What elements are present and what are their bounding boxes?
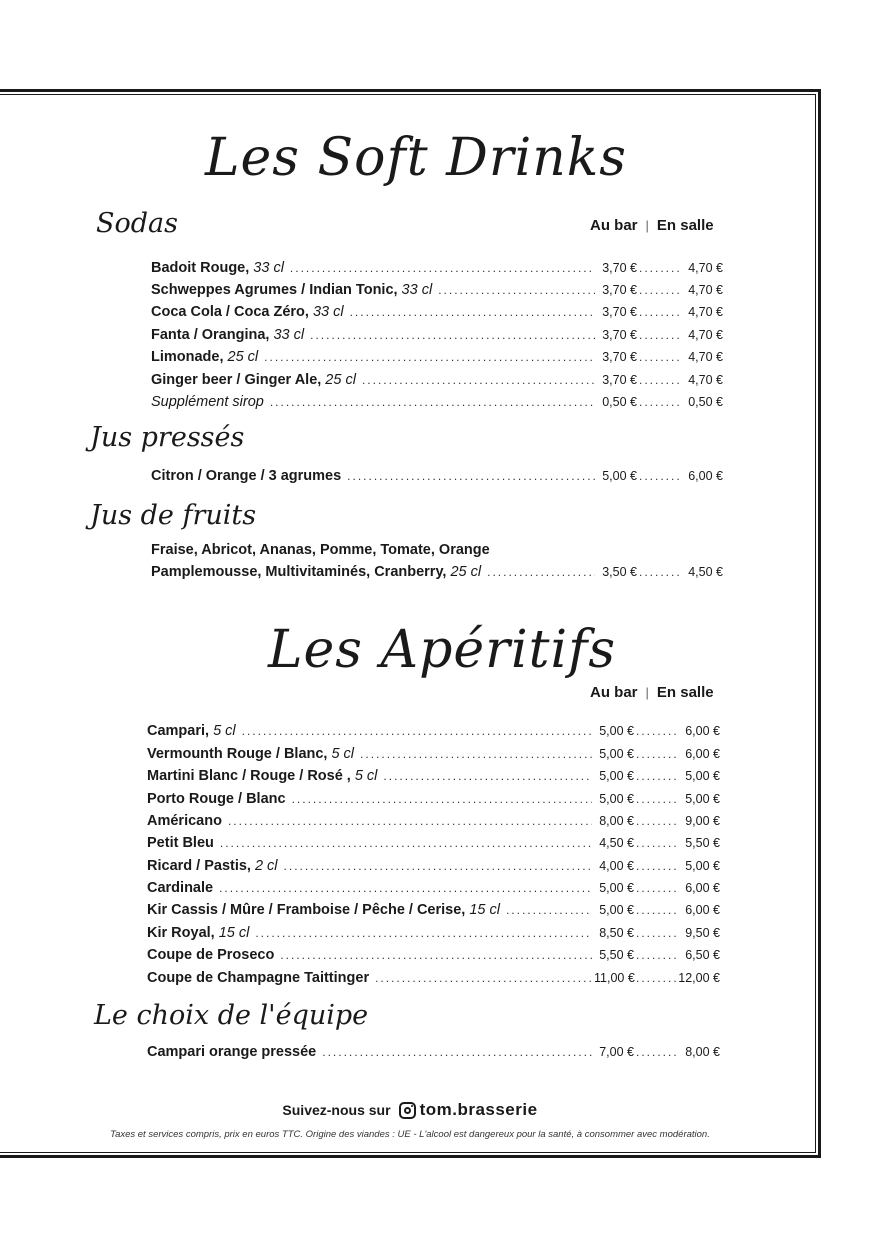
leader-dots <box>639 469 681 483</box>
price-bar: 7,00 € <box>599 1045 634 1059</box>
leader-dots <box>639 261 681 275</box>
col-separator: | <box>645 218 649 233</box>
menu-item <box>147 768 720 788</box>
col-separator: | <box>645 685 649 700</box>
price-bar: 5,00 € <box>599 724 634 738</box>
menu-item <box>147 746 720 766</box>
leader-dots <box>506 903 592 917</box>
item-name: Ricard / Pastis, <box>147 858 251 874</box>
price-salle: 0,50 € <box>688 395 723 409</box>
leader-dots <box>362 373 595 387</box>
menu-item <box>147 925 720 945</box>
leader-dots <box>310 328 595 342</box>
leader-dots <box>487 565 595 579</box>
price-bar: 11,00 € <box>594 971 635 985</box>
price-bar: 5,50 € <box>599 948 634 962</box>
leader-dots <box>636 859 678 873</box>
price-salle: 5,00 € <box>685 769 720 783</box>
item-size: 33 cl <box>253 260 284 276</box>
leader-dots <box>242 724 592 738</box>
item-size: 5 cl <box>213 723 236 739</box>
col-salle-label: En salle <box>656 217 714 234</box>
menu-item <box>151 372 723 392</box>
price-salle: 6,00 € <box>685 903 720 917</box>
item-name: Cardinale <box>147 880 214 896</box>
item-name: Martini Blanc / Rouge / Rosé , <box>147 768 351 784</box>
menu-item <box>151 468 723 488</box>
legal-footer: Taxes et services compris, prix en euros TTC. Origine des viandes : UE - L'alcool est dangereux pour la santé, à consommer avec modération. <box>110 1129 710 1140</box>
menu-item <box>147 970 720 990</box>
item-size: 15 cl <box>218 925 250 941</box>
price-bar: 3,70 € <box>602 373 637 387</box>
leader-dots <box>375 971 592 985</box>
price-salle: 6,00 € <box>685 747 720 761</box>
price-bar: 3,50 € <box>602 565 637 579</box>
leader-dots <box>636 948 678 962</box>
item-name: Américano <box>147 813 222 829</box>
leader-dots <box>438 283 595 297</box>
price-salle: 4,70 € <box>688 328 723 342</box>
menu-item <box>151 394 723 414</box>
item-size: 5 cl <box>354 768 378 784</box>
item-size: 33 cl <box>312 304 344 320</box>
item-name: Petit Bleu <box>147 835 214 851</box>
leader-dots <box>219 881 592 895</box>
leader-dots <box>322 1045 592 1059</box>
leader-dots <box>636 792 678 806</box>
price-salle: 6,00 € <box>688 469 723 483</box>
price-bar: 5,00 € <box>599 792 634 806</box>
price-salle: 9,50 € <box>685 926 720 940</box>
leader-dots <box>220 836 592 850</box>
price-bar: 5,00 € <box>602 469 637 483</box>
price-bar: 4,00 € <box>599 859 634 873</box>
item-name: Coca Cola / Coca Zéro, <box>151 304 309 320</box>
choix-equipe-title: Le choix de l'équipe <box>94 1000 369 1031</box>
menu-item <box>147 791 720 811</box>
price-salle: 6,50 € <box>685 948 720 962</box>
leader-dots <box>639 305 681 319</box>
instagram-icon[interactable] <box>399 1102 416 1119</box>
menu-item <box>151 260 723 280</box>
menu-item <box>147 1044 720 1064</box>
price-bar: 5,00 € <box>599 903 634 917</box>
price-bar: 8,00 € <box>599 814 634 828</box>
leader-dots <box>264 350 595 364</box>
price-bar: 3,70 € <box>602 350 637 364</box>
item-name: Porto Rouge / Blanc <box>147 791 286 807</box>
item-name: Campari, <box>147 723 210 739</box>
item-size: 25 cl <box>450 564 482 580</box>
instagram-handle[interactable]: tom.brasserie <box>419 1100 538 1119</box>
leader-dots <box>636 836 678 850</box>
item-size: 2 cl <box>254 858 278 874</box>
leader-dots <box>280 948 592 962</box>
price-bar: 3,70 € <box>602 261 637 275</box>
leader-dots <box>639 350 681 364</box>
soft-drinks-title: Les Soft Drinks <box>205 128 627 188</box>
price-bar: 3,70 € <box>602 328 637 342</box>
menu-item <box>151 327 723 347</box>
menu-item <box>151 564 723 584</box>
price-salle: 5,00 € <box>685 859 720 873</box>
item-size: 15 cl <box>469 902 500 918</box>
leader-dots <box>636 971 678 985</box>
follow-label: Suivez-nous sur <box>282 1102 391 1118</box>
col-salle-label: En salle <box>656 684 714 701</box>
leader-dots <box>228 814 592 828</box>
leader-dots <box>639 328 681 342</box>
price-salle: 5,50 € <box>685 836 720 850</box>
item-name: Citron / Orange / 3 agrumes <box>151 468 342 484</box>
item-name: Schweppes Agrumes / Indian Tonic, <box>151 282 398 298</box>
price-salle: 4,70 € <box>688 283 723 297</box>
leader-dots <box>636 724 678 738</box>
leader-dots <box>639 373 681 387</box>
item-name: Vermounth Rouge / Blanc, <box>147 746 328 762</box>
menu-item <box>147 947 720 967</box>
price-bar: 0,50 € <box>602 395 637 409</box>
leader-dots <box>383 769 592 783</box>
item-name: Limonade, <box>151 349 224 365</box>
jus-de-fruits-flavours: Fraise, Abricot, Ananas, Pomme, Tomate, Orange <box>151 542 490 558</box>
leader-dots <box>350 305 595 319</box>
leader-dots <box>284 859 592 873</box>
aperitifs-column-headers <box>590 684 714 701</box>
soft-drinks-column-headers <box>590 217 714 234</box>
price-bar: 5,00 € <box>599 747 634 761</box>
item-name: Coupe de Champagne Taittinger <box>147 970 370 986</box>
leader-dots <box>639 283 681 297</box>
jus-presses-title: Jus pressés <box>90 422 245 453</box>
menu-item <box>147 858 720 878</box>
price-bar: 8,50 € <box>599 926 634 940</box>
col-bar-label: Au bar <box>590 684 638 701</box>
menu-item <box>151 349 723 369</box>
price-salle: 9,00 € <box>685 814 720 828</box>
price-bar: 3,70 € <box>602 283 637 297</box>
leader-dots <box>360 747 592 761</box>
leader-dots <box>270 395 595 409</box>
price-salle: 12,00 € <box>678 971 720 985</box>
price-salle: 6,00 € <box>685 881 720 895</box>
item-size: 5 cl <box>331 746 355 762</box>
item-name: Kir Royal, <box>147 925 215 941</box>
price-bar: 5,00 € <box>599 769 634 783</box>
leader-dots <box>292 792 592 806</box>
leader-dots <box>255 926 592 940</box>
leader-dots <box>636 881 678 895</box>
item-name: Supplément sirop <box>151 394 264 410</box>
price-salle: 4,50 € <box>688 565 723 579</box>
price-salle: 4,70 € <box>688 261 723 275</box>
price-salle: 8,00 € <box>685 1045 720 1059</box>
item-size: 33 cl <box>273 327 305 343</box>
menu-item <box>147 835 720 855</box>
price-salle: 4,70 € <box>688 373 723 387</box>
price-bar: 4,50 € <box>599 836 634 850</box>
price-salle: 4,70 € <box>688 350 723 364</box>
leader-dots <box>290 261 595 275</box>
item-name: Ginger beer / Ginger Ale, <box>151 372 322 388</box>
price-salle: 4,70 € <box>688 305 723 319</box>
col-bar-label: Au bar <box>590 217 638 234</box>
leader-dots <box>636 814 678 828</box>
leader-dots <box>636 1045 678 1059</box>
item-name: Coupe de Proseco <box>147 947 275 963</box>
jus-de-fruits-title: Jus de fruits <box>90 500 257 531</box>
item-size: 25 cl <box>227 349 259 365</box>
price-salle: 5,00 € <box>685 792 720 806</box>
item-name: Pamplemousse, Multivitaminés, Cranberry, <box>151 564 447 580</box>
leader-dots <box>636 903 678 917</box>
leader-dots <box>636 747 678 761</box>
leader-dots <box>636 769 678 783</box>
social-follow <box>0 1100 820 1120</box>
menu-item <box>151 282 723 302</box>
menu-item <box>147 880 720 900</box>
item-size: 25 cl <box>325 372 356 388</box>
price-bar: 5,00 € <box>599 881 634 895</box>
menu-item <box>151 304 723 324</box>
menu-item <box>147 723 720 743</box>
price-bar: 3,70 € <box>602 305 637 319</box>
sodas-title: Sodas <box>96 208 178 239</box>
menu-item <box>147 902 720 922</box>
item-name: Kir Cassis / Mûre / Framboise / Pêche / Cerise, <box>147 902 466 918</box>
item-name: Badoit Rouge, <box>151 260 250 276</box>
item-size: 33 cl <box>401 282 433 298</box>
price-salle: 6,00 € <box>685 724 720 738</box>
item-name: Campari orange pressée <box>147 1044 317 1060</box>
aperitifs-title: Les Apéritifs <box>268 620 617 680</box>
leader-dots <box>639 395 681 409</box>
menu-item <box>147 813 720 833</box>
leader-dots <box>636 926 678 940</box>
leader-dots <box>639 565 681 579</box>
leader-dots <box>347 469 595 483</box>
item-name: Fanta / Orangina, <box>151 327 270 343</box>
